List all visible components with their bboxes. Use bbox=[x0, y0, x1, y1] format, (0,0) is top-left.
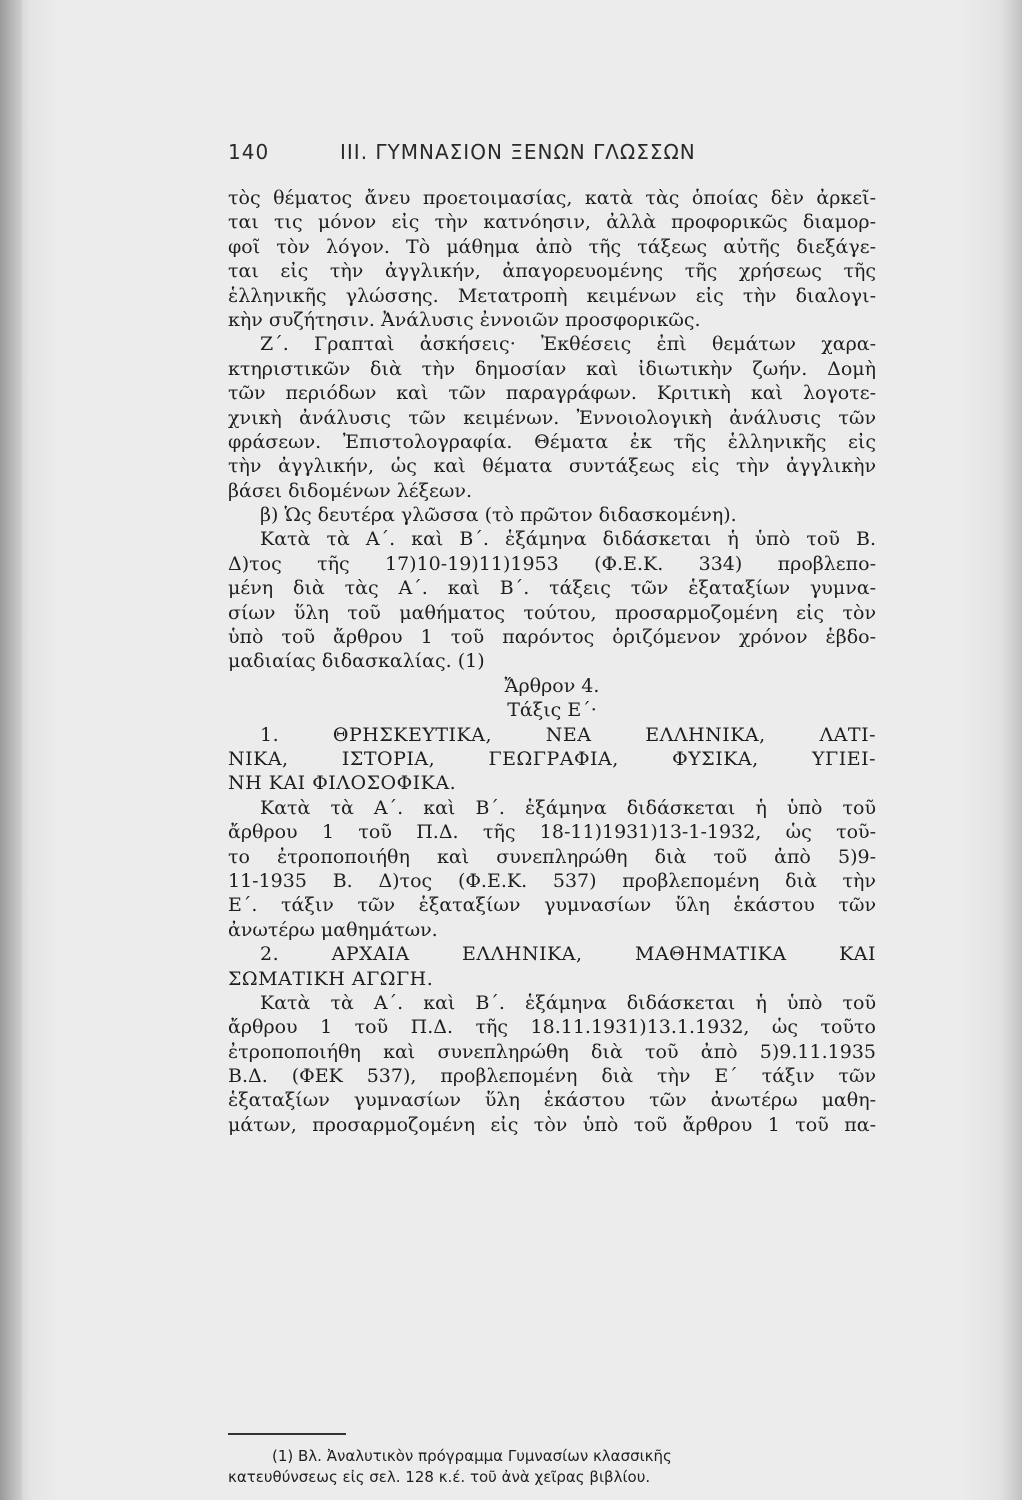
body-line: τῶν περιόδων καὶ τῶν παραγράφων. Κριτικὴ καὶ λογοτε- bbox=[228, 382, 876, 405]
article-heading: Ἄρθρον 4. bbox=[504, 674, 600, 697]
subject-heading: 1. ΘΡΗΣΚΕΥΤΙΚΑ, ΝΕΑ ΕΛΛΗΝΙΚΑ, ΛΑΤΙ- bbox=[260, 723, 876, 746]
body-line: ται τις μόνον εἰς τὴν κατνόησιν, ἀλλὰ προφορικῶς διαμορ- bbox=[228, 211, 876, 234]
body-line: ἐτροποποιήθη καὶ συνεπληρώθη διὰ τοῦ ἀπὸ 5)9.11.1935 bbox=[228, 1040, 876, 1063]
subject-heading: ΝΗ ΚΑΙ ΦΙΛΟΣΟΦΙΚΑ. bbox=[228, 772, 457, 795]
body-line: Κατὰ τὰ Α΄. καὶ Β΄. ἑξάμηνα διδάσκεται ἡ ὑπὸ τοῦ bbox=[260, 991, 876, 1014]
body-line: ἑξαταξίων γυμνασίων ὕλη ἑκάστου τῶν ἀνωτέρω μαθη- bbox=[228, 1089, 876, 1112]
body-line: ἑλληνικῆς γλώσσης. Μετατροπὴ κειμένων εἰς τὴν διαλογι- bbox=[228, 284, 876, 307]
footnote-rule bbox=[228, 1433, 346, 1435]
body-line: β) Ὡς δευτέρα γλῶσσα (τὸ πρῶτον διδασκομένη). bbox=[260, 504, 737, 527]
body-line: 11-1935 Β. Δ)τος (Φ.Ε.Κ. 537) προβλεπομένη διὰ τὴν bbox=[228, 869, 876, 892]
page-number: 140 bbox=[228, 140, 270, 164]
body-line: χνικὴ ἀνάλυσις τῶν κειμένων. Ἐννοιολογικὴ ἀνάλυσις τῶν bbox=[228, 406, 876, 429]
body-line: βάσει διδομένων λέξεων. bbox=[228, 479, 472, 502]
body-line: ἀνωτέρω μαθημάτων. bbox=[228, 918, 438, 941]
body-line: μάτων, προσαρμοζομένη εἰς τὸν ὑπὸ τοῦ ἄρθρου 1 τοῦ πα- bbox=[228, 1113, 876, 1136]
body-line: ἄρθρου 1 τοῦ Π.Δ. τῆς 18-11)1931)13-1-1932, ὡς τοῦ- bbox=[228, 821, 876, 844]
running-header bbox=[228, 140, 868, 164]
running-title: III. ΓΥΜΝΑΣΙΟΝ ΞΕΝΩΝ ΓΛΩΣΣΩΝ bbox=[340, 140, 696, 164]
body-line: Ε΄. τάξιν τῶν ἑξαταξίων γυμνασίων ὕλη ἑκάστου τῶν bbox=[228, 894, 876, 917]
body-line: Κατὰ τὰ Α΄. καὶ Β΄. ἑξάμηνα διδάσκεται ἡ ὑπὸ τοῦ bbox=[260, 796, 876, 819]
body-line: φοῖ τὸν λόγον. Τὸ μάθημα ἀπὸ τῆς τάξεως αὐτῆς διεξάγε- bbox=[228, 235, 876, 258]
body-line: ὑπὸ τοῦ ἄρθρου 1 τοῦ παρόντος ὁριζόμενον χρόνον ἑβδο- bbox=[228, 626, 876, 649]
body-line: κὴν συζήτησιν. Ἀνάλυσις ἐννοιῶν προσφορικῶς. bbox=[228, 308, 701, 331]
body-line: ται εἰς τὴν ἀγγλικήν, ἀπαγορευομένης τῆς χρήσεως τῆς bbox=[228, 260, 876, 283]
subject-heading: 2. ΑΡΧΑΙΑ ΕΛΛΗΝΙΚΑ, ΜΑΘΗΜΑΤΙΚΑ ΚΑΙ bbox=[260, 943, 876, 966]
footnote bbox=[228, 1446, 876, 1488]
body-line: τὸς θέματος ἄνευ προετοιμασίας, κατὰ τὰς ὁποίας δὲν ἀρκεῖ- bbox=[228, 187, 876, 209]
body-line: Κατὰ τὰ Α΄. καὶ Β΄. ἑξάμηνα διδάσκεται ἡ ὑπὸ τοῦ Β. bbox=[260, 528, 876, 551]
body-text bbox=[228, 186, 876, 1137]
subject-heading: ΣΩΜΑΤΙΚΗ ΑΓΩΓΗ. bbox=[228, 967, 434, 990]
body-line: Ζ΄. Γραπταὶ ἀσκήσεις· Ἐκθέσεις ἐπὶ θεμάτων χαρα- bbox=[260, 333, 876, 356]
body-line: σίων ὕλη τοῦ μαθήματος τούτου, προσαρμοζομένη εἰς τὸν bbox=[228, 601, 876, 624]
body-line: τὴν ἀγγλικήν, ὡς καὶ θέματα συντάξεως εἰς τὴν ἀγγλικὴν bbox=[228, 455, 876, 478]
class-heading: Τάξις Ε΄· bbox=[507, 699, 597, 722]
body-line: ἄρθρου 1 τοῦ Π.Δ. τῆς 18.11.1931)13.1.1932, ὡς τοῦτο bbox=[228, 1016, 876, 1039]
body-line: το ἐτροποποιήθη καὶ συνεπληρώθη διὰ τοῦ ἀπὸ 5)9- bbox=[228, 845, 876, 868]
footnote-line: (1) Βλ. Ἀναλυτικὸν πρόγραμμα Γυμνασίων κλασσικῆς bbox=[272, 1447, 672, 1465]
body-line: μαδιαίας διδασκαλίας. (1) bbox=[228, 650, 485, 673]
body-line: Β.Δ. (ΦΕΚ 537), προβλεπομένη διὰ τὴν Ε΄ τάξιν τῶν bbox=[228, 1065, 876, 1088]
subject-heading: ΝΙΚΑ, ΙΣΤΟΡΙΑ, ΓΕΩΓΡΑΦΙΑ, ΦΥΣΙΚΑ, ΥΓΙΕΙ- bbox=[228, 747, 876, 770]
body-line: Δ)τος τῆς 17)10-19)11)1953 (Φ.Ε.Κ. 334) προβλεπο- bbox=[228, 552, 876, 575]
body-line: μένη διὰ τὰς Α΄. καὶ Β΄. τάξεις τῶν ἑξαταξίων γυμνα- bbox=[228, 577, 876, 600]
body-line: φράσεων. Ἐπιστολογραφία. Θέματα ἐκ τῆς ἑλληνικῆς εἰς bbox=[228, 430, 876, 453]
body-line: κτηριστικῶν διὰ τὴν δημοσίαν καὶ ἰδιωτικὴν ζωήν. Δομὴ bbox=[228, 357, 876, 380]
footnote-line: κατευθύνσεως εἰς σελ. 128 κ.έ. τοῦ ἀνὰ χεῖρας βιβλίου. bbox=[228, 1468, 651, 1486]
binding-edge bbox=[0, 0, 22, 1500]
